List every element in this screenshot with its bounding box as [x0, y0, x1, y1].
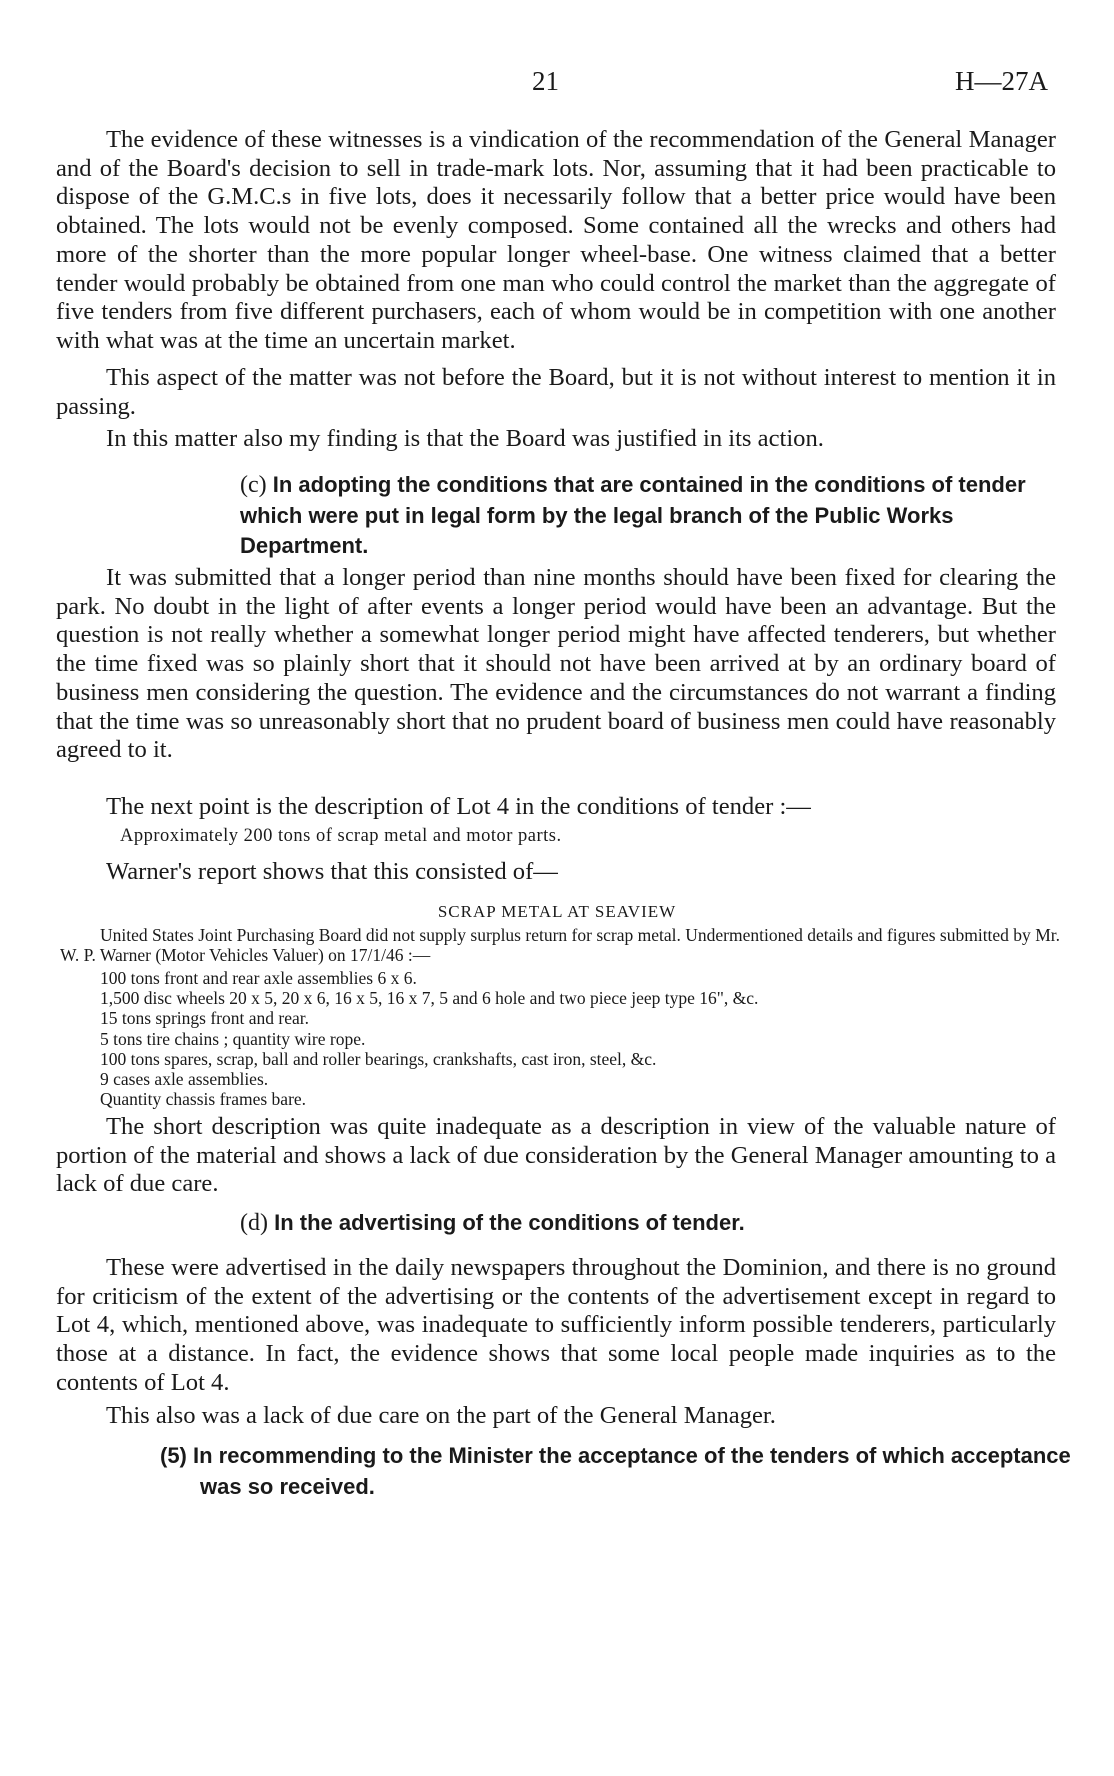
heading-c-label: (c) — [240, 472, 267, 498]
page-number: 21 — [532, 66, 559, 96]
heading-c — [240, 470, 1060, 562]
scrap-list — [100, 968, 1060, 1109]
paragraph-vindication: The evidence of these witnesses is a vindication of the recommendation of the General Manager and of the Board's decision to sell in trade-mark lots. Nor, assuming that it had been practicable to dispose of the G.M.C.s in five lots, does it necessarily follow that a better price would have been obtained. The lots would not be evenly composed. Some contained all the wrecks and others had more of the shorter than the more popular longer wheel-base. One witness claimed that a better tender would probably be obtained from one man who could control the market than the aggregate of five tenders from five different purchasers, each of whom would be in competition with one another with what was at the time an uncertain market. — [56, 126, 1056, 354]
scrap-intro: United States Joint Purchasing Board did not supply surplus return for scrap metal. Undermentioned details and figures submitted by Mr. W. P. Warner (Motor Vehicles Valuer) on 17/1/46 :— — [60, 925, 1060, 965]
lot4-quote: Approximately 200 tons of scrap metal and motor parts. — [120, 826, 562, 846]
heading-5 — [160, 1441, 1080, 1502]
paragraph-due-care: This also was a lack of due care on the part of the General Manager. — [106, 1402, 776, 1429]
heading-5-text: In recommending to the Minister the acceptance of the tenders of which acceptance was so received. — [193, 1443, 1071, 1499]
page-header — [0, 66, 1114, 106]
paragraph-lot4: The next point is the description of Lot 4 in the conditions of tender :— — [106, 793, 811, 820]
paragraph-advertised: These were advertised in the daily newspapers throughout the Dominion, and there is no ground for criticism of the extent of the advertising or the contents of the advertisement except in regard to Lot 4, which, mentioned above, was inadequate to sufficiently inform possible tenderers, particularly those at a distance. In fact, the evidence shows that some local people made inquiries as to the contents of Lot 4. — [56, 1254, 1056, 1396]
paragraph-finding: In this matter also my finding is that the Board was justified in its action. — [106, 425, 824, 452]
scrap-item: 15 tons springs front and rear. — [100, 1008, 309, 1029]
document-reference: H—27A — [955, 66, 1048, 96]
paragraph-warner: Warner's report shows that this consisted of— — [106, 858, 558, 885]
heading-d-text: In the advertising of the conditions of tender. — [274, 1210, 745, 1235]
heading-5-label: (5) — [160, 1443, 187, 1468]
heading-d-label: (d) — [240, 1210, 268, 1236]
paragraph-short-description: The short description was quite inadequate as a description in view of the valuable nature of portion of the material and shows a lack of due consideration by the General Manager amounting to a lack of due care. — [56, 1113, 1056, 1198]
scrap-title: SCRAP METAL AT SEAVIEW — [437, 902, 677, 921]
paragraph-aspect: This aspect of the matter was not before the Board, but it is not without interest to mention it in passing. — [56, 364, 1056, 420]
scrap-item: Quantity chassis frames bare. — [100, 1089, 307, 1110]
scrap-item: 100 tons front and rear axle assemblies 6 x 6. — [100, 968, 417, 988]
heading-c-text: In adopting the conditions that are contained in the conditions of tender which were put in legal form by the legal branch of the Public Works Department. — [240, 472, 1026, 558]
scrap-item: 5 tons tire chains ; quantity wire rope. — [100, 1028, 366, 1049]
heading-d — [240, 1208, 1060, 1239]
scrap-item: 100 tons spares, scrap, ball and roller bearings, crankshafts, cast iron, steel, &c. — [100, 1048, 657, 1069]
paragraph-period: It was submitted that a longer period than nine months should have been fixed for clearing the park. No doubt in the light of after events a longer period would have been an advantage. But the question is not really whether a somewhat longer period might have affected tenderers, but whether the time fixed was so plainly short that it should not have been arrived at by an ordinary board of business men considering the question. The evidence and the circumstances do not warrant a finding that the time was so unreasonably short that no prudent board of business men could have reasonably agreed to it. — [56, 564, 1056, 764]
scrap-item: 9 cases axle assemblies. — [100, 1069, 269, 1090]
scrap-item: 1,500 disc wheels 20 x 5, 20 x 6, 16 x 5, 16 x 7, 5 and 6 hole and two piece jeep type 16", &c. — [100, 988, 759, 1009]
